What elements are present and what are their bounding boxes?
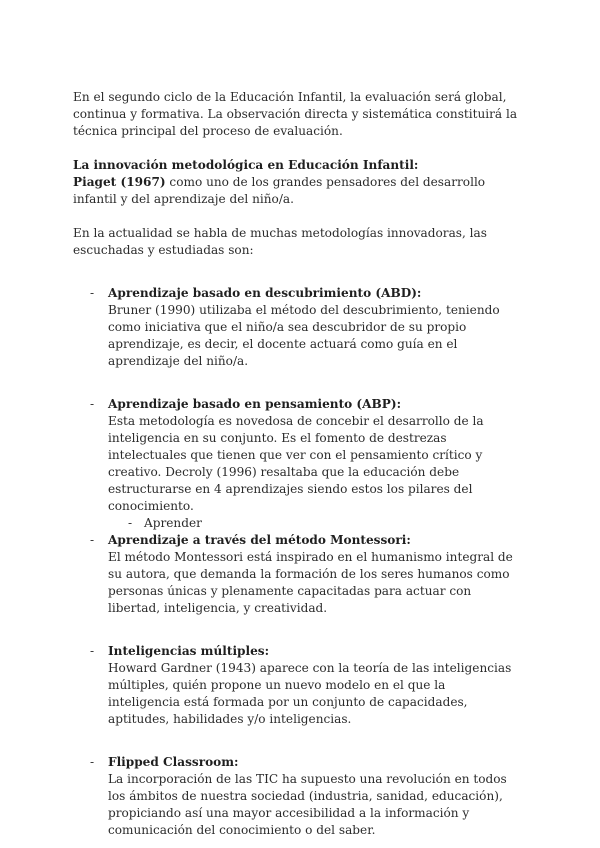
list-item-flipped <box>73 754 518 839</box>
item-text: La incorporación de las TIC ha supuesto una revolución en todos los ámbitos de nuestra sociedad (industria, sanidad, educación), propiciando así una mayor accesibilidad a la información y comunicación del conocimiento o del saber. <box>108 772 507 837</box>
bullet-dash: - <box>90 644 95 658</box>
bullet-dash: - <box>90 755 95 769</box>
sub-list-item <box>73 515 518 532</box>
item-title: Inteligencias múltiples: <box>108 644 270 658</box>
item-text: El método Montessori está inspirado en el humanismo integral de su autora, que demanda la formación de los seres humanos como personas únicas y plenamente capacitadas para actuar con libertad, inteligencia, y creatividad. <box>108 550 513 615</box>
list-item-abp <box>73 396 518 515</box>
list-item-inteligencias <box>73 643 518 728</box>
document-body <box>73 89 518 839</box>
item-text: Esta metodología es novedosa de concebir el desarrollo de la inteligencia en su conjunto. Es el fomento de destrezas intelectuales que tienen que ver con el pensamiento crítico y creativo. Decroly (1996) resaltaba que la educación debe estructurarse en 4 aprendizajes siendo estos los pilares del conocimiento. <box>108 414 484 513</box>
section-heading <box>73 157 518 174</box>
item-title: Aprendizaje basado en pensamiento (ABP): <box>108 397 402 411</box>
bullet-dash: - <box>90 286 95 300</box>
piaget-name: Piaget (1967) <box>73 175 166 189</box>
sub-item-text: Aprender <box>144 516 202 530</box>
lead-paragraph: En la actualidad se habla de muchas metodologías innovadoras, las escuchadas y estudiadas son: <box>73 226 487 257</box>
piaget-paragraph <box>73 174 518 208</box>
bullet-dash: - <box>90 397 95 411</box>
section-heading-text: La innovación metodológica en Educación Infantil: <box>73 158 419 172</box>
sub-bullet-dash: - <box>128 516 133 530</box>
bullet-dash: - <box>90 533 95 547</box>
item-title: Aprendizaje a través del método Montessori: <box>108 533 411 547</box>
piaget-text: como uno de los grandes pensadores del desarrollo infantil y del aprendizaje del niño/a. <box>73 175 486 206</box>
list-item-abd <box>73 285 518 370</box>
intro-paragraph: En el segundo ciclo de la Educación Infantil, la evaluación será global, continua y formativa. La observación directa y sistemática constituirá la técnica principal del proceso de evaluación. <box>73 90 518 138</box>
item-title: Aprendizaje basado en descubrimiento (ABD): <box>108 286 422 300</box>
item-text: Howard Gardner (1943) aparece con la teoría de las inteligencias múltiples, quién propone un nuevo modelo en el que la inteligencia está formada por un conjunto de capacidades, aptitudes, habilidades y/o inteligencias. <box>108 661 512 726</box>
item-title: Flipped Classroom: <box>108 755 239 769</box>
item-text: Bruner (1990) utilizaba el método del descubrimiento, teniendo como iniciativa que el niño/a sea descubridor de su propio aprendizaje, es decir, el docente actuará como guía en el aprendizaje del niño/a. <box>108 303 500 368</box>
list-item-montessori <box>73 532 518 617</box>
